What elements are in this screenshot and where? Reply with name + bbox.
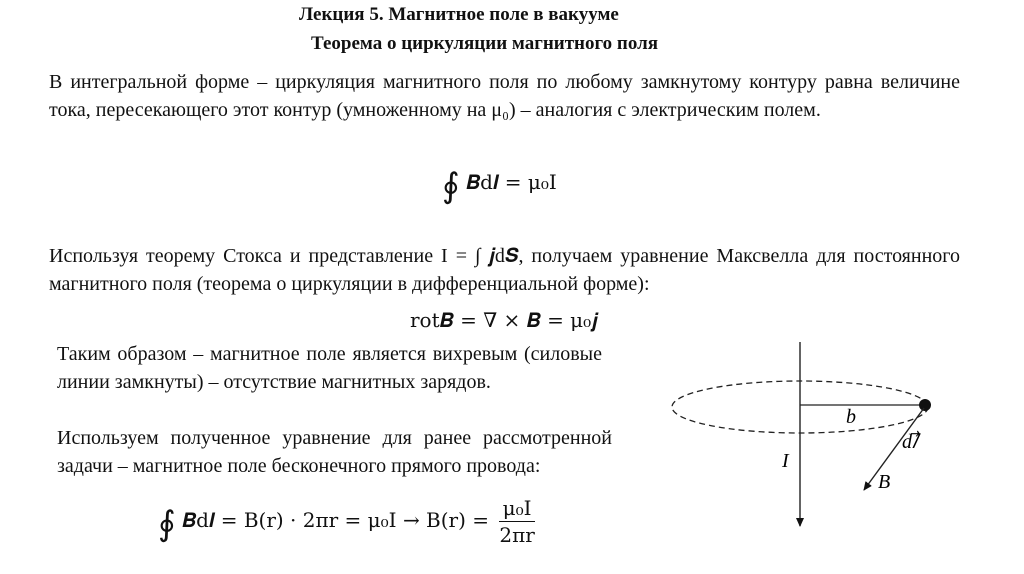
- paragraph-stokes: Используя теорему Стокса и представление I = ∫ 𝒋d𝑺, получаем уравнение Максвелла для постоянного магнитного поля (теорема о циркуляции в дифференциальной форме):: [49, 245, 960, 295]
- fraction-denominator: 2πr: [499, 523, 535, 547]
- topic-title: Теорема о циркуляции магнитного поля: [311, 33, 659, 54]
- fraction: [499, 496, 534, 547]
- paragraph-wire-problem: Используем полученное уравнение для ранее рассмотренной задачи – магнитное поле бесконечного прямого провода:: [57, 427, 612, 477]
- contour-integral-sign: ∮: [442, 166, 460, 206]
- field-point: [919, 399, 931, 411]
- current-label: I: [782, 450, 789, 472]
- paragraph-integral-form: В интегральной форме – циркуляция магнитного поля по любому замкнутому контуру равна величине тока, пересекающего этот контур (умноженному на μ₀) – аналогия с электрическим полем.: [49, 71, 960, 121]
- equation-wire-field: [158, 496, 535, 547]
- fraction-numerator: μ₀I: [499, 496, 534, 522]
- radius-label: b: [846, 406, 856, 428]
- b-vector-label: B⃗: [878, 471, 906, 493]
- lecture-title: Лекция 5. Магнитное поле в вакууме: [299, 4, 619, 25]
- equation-wire-field-body: 𝑩d𝒍 = B(r) · 2πr = μ₀I → B(r) =: [182, 508, 490, 532]
- contour-integral-sign: ∮: [158, 504, 176, 544]
- dl-label: d𝑙⃗: [902, 431, 918, 453]
- equation-circulation-body: 𝑩d𝒍 = μ₀I: [466, 170, 557, 194]
- equation-circulation: [442, 166, 557, 206]
- wire-field-diagram: [662, 336, 982, 566]
- equation-maxwell: rot𝑩 = ∇ × 𝑩 = μ₀𝒋: [410, 308, 598, 332]
- paragraph-vortex-field: Таким образом – магнитное поле является вихревым (силовые линии замкнуты) – отсутствие магнитных зарядов.: [57, 343, 602, 393]
